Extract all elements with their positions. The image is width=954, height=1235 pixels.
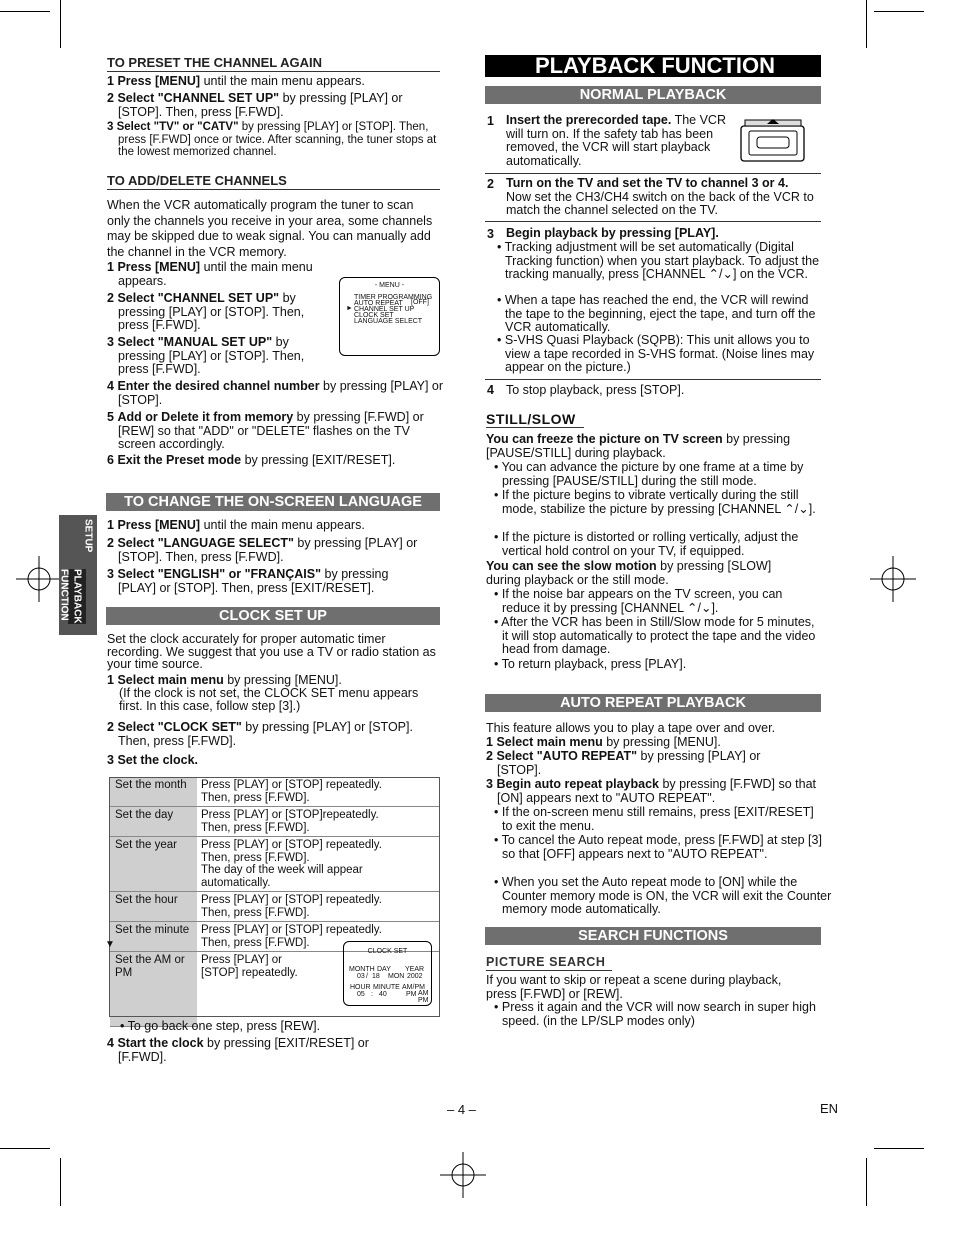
clock-intro: Set the clock accurately for proper automatic timer recording. We suggest that you use a TV or radio station as your time source. xyxy=(107,632,436,671)
normal-step-2: Turn on the TV and set the TV to channel 3 or 4. Now set the CH3/CH4 switch on the back of the VCR to match the channel selected on the TV. xyxy=(506,176,814,217)
menu-screen xyxy=(339,277,440,356)
clock-step-1-note: (If the clock is not set, the CLOCK SET menu appears first. In this case, follow step [3].) xyxy=(119,686,419,713)
menu-cursor-icon: ► xyxy=(346,305,353,312)
search-intro: If you want to skip or repeat a scene during playback, press [F.FWD] or [REW]. xyxy=(486,973,782,1001)
slow-bullet: • After the VCR has been in Still/Slow mode for 5 minutes, it will stop automatically to protect the tape and the video head from damage. xyxy=(494,615,816,656)
clock-table-label: Set the month xyxy=(110,777,197,807)
normal-step-3-bullet: • S-VHS Quasi Playback (SQPB): This unit allows you to view a tape recorded in S-VHS format. (Noise lines may appear on the picture.) xyxy=(497,333,815,374)
slow-bullet: • To return playback, press [PLAY]. xyxy=(494,657,687,671)
divider xyxy=(485,379,821,380)
normal-step-1: Insert the prerecorded tape. The VCR will turn on. If the safety tab has been removed, the VCR will start playback automatically. xyxy=(506,113,726,168)
clock-screen-value: MON xyxy=(388,973,405,980)
crop-mark xyxy=(0,1148,50,1149)
divider xyxy=(485,221,821,222)
clock-step-4: 4 Start the clock by pressing [EXIT/RESET] or [F.FWD]. xyxy=(107,1036,369,1064)
step-number: 3 xyxy=(487,227,494,241)
crop-mark xyxy=(60,0,61,48)
lang-step-3: 3 Select "ENGLISH" or "FRANÇAIS" by pressing [PLAY] or [STOP]. Then, press [EXIT/RESET]. xyxy=(107,567,389,595)
auto-step-2: 2 Select "AUTO REPEAT" by pressing [PLAY] or [STOP]. xyxy=(486,749,761,777)
normal-step-3-bullet: • When a tape has reached the end, the VCR will rewind the tape to the beginning, eject the tape, and turn off the VCR automatically. xyxy=(497,293,816,334)
auto-bullet: • If the on-screen menu still remains, press [EXIT/RESET] to exit the menu. xyxy=(494,805,814,833)
clock-screen-label: HOUR xyxy=(350,984,371,991)
preset-step-2: 2 Select "CHANNEL SET UP" by pressing [PLAY] or [STOP]. Then, press [F.FWD]. xyxy=(107,91,403,119)
menu-item: TIMER PROGRAMMING xyxy=(354,294,433,301)
step-number: 1 xyxy=(487,114,494,128)
still-para-2: You can see the slow motion by pressing [SLOW] during playback or the still mode. xyxy=(486,559,772,587)
language-heading: TO CHANGE THE ON-SCREEN LANGUAGE xyxy=(106,493,440,511)
auto-step-3: 3 Begin auto repeat playback by pressing [F.FWD] so that [ON] appears next to "AUTO REPEAT". xyxy=(486,777,816,805)
still-bullet: • If the picture is distorted or rolling vertically, adjust the vertical hold control on your TV, if equipped. xyxy=(494,530,799,558)
lang-step-2: 2 Select "LANGUAGE SELECT" by pressing [PLAY] or [STOP]. Then, press [F.FWD]. xyxy=(107,536,418,564)
menu-item: CLOCK SET xyxy=(354,312,394,319)
add-step-5: 5 Add or Delete it from memory by pressing [F.FWD] or [REW] so that "ADD" or "DELETE" flashes on the TV screen accordingly. xyxy=(107,410,424,451)
preset-heading: TO PRESET THE CHANNEL AGAIN xyxy=(107,56,440,72)
crop-mark xyxy=(60,1158,61,1206)
still-bullet: • If the picture begins to vibrate vertically during the still mode, stabilize the picture by pressing [CHANNEL ⌃/⌄]. xyxy=(494,488,816,516)
clock-step-2: 2 Select "CLOCK SET" by pressing [PLAY] or [STOP]. Then, press [F.FWD]. xyxy=(107,720,413,748)
clock-screen-title: CLOCK SET xyxy=(367,948,408,955)
menu-item: LANGUAGE SELECT xyxy=(354,318,423,325)
clock-screen-value: 2002 xyxy=(407,973,423,980)
clock-table-text: Press [PLAY] or [STOP]repeatedly. Then, press [F.FWD]. xyxy=(197,807,439,837)
clock-step-3: 3 Set the clock. xyxy=(107,753,199,767)
clock-screen-label: AM/PM xyxy=(402,984,425,991)
add-step-6: 6 Exit the Preset mode by pressing [EXIT/RESET]. xyxy=(107,453,396,467)
auto-step-1: 1 Select main menu by pressing [MENU]. xyxy=(486,735,721,749)
add-step-2: 2 Select "CHANNEL SET UP" by pressing [PLAY] or [STOP]. Then, press [F.FWD]. xyxy=(107,291,305,332)
clock-table-label: Set the minute xyxy=(110,922,197,952)
crop-mark xyxy=(874,1148,924,1149)
clock-table-label: Set the year xyxy=(110,837,197,892)
normal-step-4: To stop playback, press [STOP]. xyxy=(506,383,685,397)
side-tab-function: FUNCTION xyxy=(58,569,70,621)
step-number: 2 xyxy=(487,177,494,191)
registration-mark xyxy=(440,1152,486,1198)
lang-step-1: 1 Press [MENU] until the main menu appears. xyxy=(107,518,365,532)
side-tab-setup: SETUP xyxy=(82,519,94,553)
clock-screen-label: MINUTE xyxy=(373,984,400,991)
add-step-3: 3 Select "MANUAL SET UP" by pressing [PLAY] or [STOP]. Then, press [F.FWD]. xyxy=(107,335,305,376)
clock-screen-value: 40 xyxy=(379,991,387,998)
crop-mark xyxy=(866,0,867,48)
clock-screen-colon: : xyxy=(371,991,373,998)
crop-mark xyxy=(0,11,50,12)
add-delete-heading: TO ADD/DELETE CHANNELS xyxy=(107,174,440,190)
still-para-1: You can freeze the picture on TV screen by pressing [PAUSE/STILL] during playback. xyxy=(486,432,791,460)
menu-item-value: [OFF] xyxy=(411,299,429,306)
step-number: 4 xyxy=(487,383,494,397)
clock-screen xyxy=(343,941,432,1006)
clock-screen-value: 03 xyxy=(357,973,365,980)
preset-step-1: 1 Press [MENU] until the main menu appears. xyxy=(107,74,365,88)
crop-mark xyxy=(874,11,924,12)
clock-screen-value: 18 xyxy=(372,973,380,980)
search-heading: SEARCH FUNCTIONS xyxy=(485,927,821,945)
still-bullet: • You can advance the picture by one frame at a time by pressing [PAUSE/STILL] during the still mode. xyxy=(494,460,804,488)
clock-screen-label: DAY xyxy=(377,966,391,973)
crop-mark xyxy=(866,1158,867,1206)
add-delete-intro: When the VCR automatically program the tuner to scan only the channels you receive in your area, some channels may be skipped due to weak signal. You can manually add the channel in the VCR memory. xyxy=(107,198,433,259)
clock-table-text: Press [PLAY] or [STOP] repeatedly. Then, press [F.FWD]. The day of the week will appear automatically. xyxy=(197,837,439,892)
picture-search-heading: PICTURE SEARCH xyxy=(486,956,612,971)
clock-heading: CLOCK SET UP xyxy=(106,607,440,625)
auto-repeat-intro: This feature allows you to play a tape over and over. xyxy=(486,721,776,735)
clock-table-text: Press [PLAY] or [STOP] repeatedly. Then, press [F.FWD]. xyxy=(197,922,439,952)
clock-back-note: • To go back one step, press [REW]. xyxy=(120,1019,321,1033)
clock-screen-label: MONTH xyxy=(349,966,375,973)
clock-table-text: Press [PLAY] or [STOP] repeatedly. Then, press [F.FWD]. xyxy=(197,777,439,807)
registration-mark xyxy=(870,556,916,602)
clock-table-text: Press [PLAY] or [STOP] repeatedly. xyxy=(201,954,298,979)
auto-bullet: • When you set the Auto repeat mode to [ON] while the Counter memory mode is ON, the VCR will exit the Counter memory mode automatically. xyxy=(494,875,832,916)
clock-screen-value: 05 xyxy=(357,991,365,998)
menu-screen-title: - MENU - xyxy=(374,282,405,289)
menu-item: CHANNEL SET UP xyxy=(354,306,415,313)
preset-step-3: 3 Select "TV" or "CATV" by pressing [PLAY] or [STOP]. Then, press [F.FWD] once or twice. After scanning, the tuner stops at the lowest memorized channel. xyxy=(107,121,437,158)
add-step-1: 1 Press [MENU] until the main menu appears. xyxy=(107,260,313,288)
side-tab xyxy=(59,515,97,635)
still-slow-heading: STILL/SLOW xyxy=(486,413,584,428)
slow-bullet: • If the noise bar appears on the TV screen, you can reduce it by pressing [CHANNEL ⌃/⌄]. xyxy=(494,587,783,615)
clock-screen-value: PM xyxy=(406,991,417,998)
side-tab-playback: PLAYBACK xyxy=(68,569,86,624)
page-number: – 4 – xyxy=(447,1102,476,1117)
language-code: EN xyxy=(820,1101,839,1116)
auto-bullet: • To cancel the Auto repeat mode, press [F.FWD] at step [3] so that [OFF] appears next to "AUTO REPEAT". xyxy=(494,833,822,861)
clock-table-label: Set the hour xyxy=(110,892,197,922)
vcr-tape-icon xyxy=(739,118,807,164)
add-step-4: 4 Enter the desired channel number by pressing [PLAY] or [STOP]. xyxy=(107,379,444,407)
clock-screen-value: PM xyxy=(418,997,429,1004)
divider xyxy=(485,173,821,174)
clock-table-text: Press [PLAY] or [STOP] repeatedly. Then, press [F.FWD]. xyxy=(197,892,439,922)
clock-step-1: 1 Select main menu by pressing [MENU]. xyxy=(107,673,342,687)
arrow-down-icon: ▼ xyxy=(105,939,115,950)
clock-screen-label: YEAR xyxy=(405,966,425,973)
clock-table-label: Set the AM or PM xyxy=(110,952,197,1027)
auto-repeat-heading: AUTO REPEAT PLAYBACK xyxy=(485,694,821,712)
menu-item: AUTO REPEAT xyxy=(354,300,403,307)
clock-screen-value: AM xyxy=(418,990,429,997)
normal-playback-heading: NORMAL PLAYBACK xyxy=(485,86,821,104)
normal-step-3-bullet: • Tracking adjustment will be set automatically (Digital Tracking function) when you start playback. To adjust the tracking manually, press [CHANNEL ⌃/⌄] on the VCR. xyxy=(497,240,820,281)
normal-step-3: Begin playback by pressing [PLAY]. xyxy=(506,226,719,240)
page-title: PLAYBACK FUNCTION xyxy=(485,55,821,77)
registration-mark xyxy=(16,556,62,602)
clock-table-label: Set the day xyxy=(110,807,197,837)
search-bullet: • Press it again and the VCR will now search in super high speed. (in the LP/SLP modes only) xyxy=(494,1000,816,1028)
clock-screen-slash: / xyxy=(366,973,368,980)
